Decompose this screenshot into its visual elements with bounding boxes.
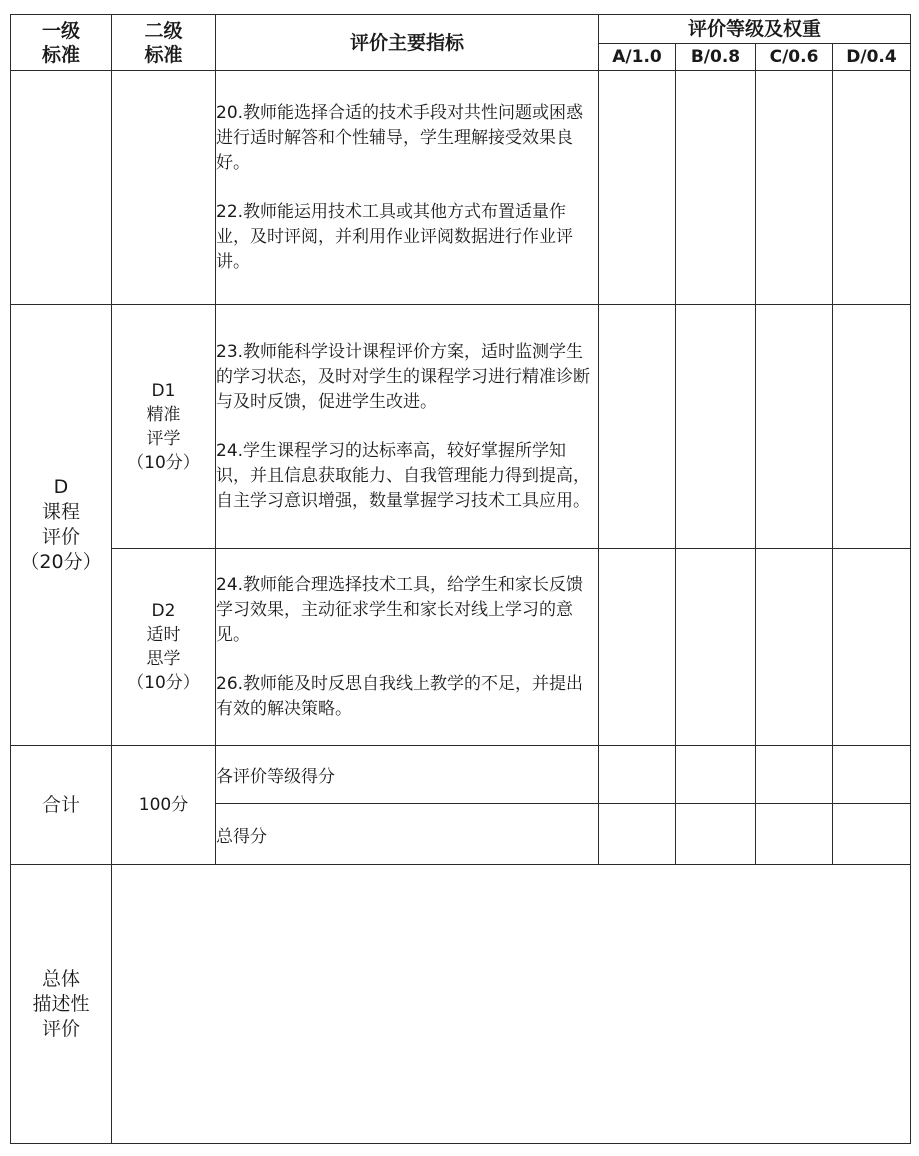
level1-total: 合计 <box>11 746 112 865</box>
grade-score-b[interactable] <box>676 746 756 804</box>
grade-cell-d[interactable] <box>833 549 911 746</box>
total-score-c[interactable] <box>756 804 833 865</box>
total-score-label: 总得分 <box>216 804 599 865</box>
grade-cell-c[interactable] <box>756 305 833 549</box>
table-row <box>11 305 911 549</box>
total-score-b[interactable] <box>676 804 756 865</box>
header-grade-a: A/1.0 <box>599 44 676 71</box>
header-grade-group: 评价等级及权重 <box>599 15 911 44</box>
indicator-cell <box>216 305 599 549</box>
indicator-cell <box>216 549 599 746</box>
table-row <box>11 549 911 746</box>
indicator-20: 20.教师能选择合适的技术手段对共性问题或困惑进行适时解答和个性辅导，学生理解接受效果良好。 <box>216 102 584 173</box>
grade-cell-a[interactable] <box>599 549 676 746</box>
indicator-26: 26.教师能及时反思自我线上教学的不足，并提出有效的解决策略。 <box>216 673 584 719</box>
level1-course-evaluation: D 课程 评价 （20分） <box>11 305 112 746</box>
indicator-cell <box>216 71 599 305</box>
indicator-24-feedback: 24.教师能合理选择技术工具，给学生和家长反馈学习效果，主动征求学生和家长对线上学习的意见。 <box>216 574 584 645</box>
grade-score-a[interactable] <box>599 746 676 804</box>
grade-score-label: 各评价等级得分 <box>216 746 599 804</box>
grade-cell-b[interactable] <box>676 71 756 305</box>
total-score-d[interactable] <box>833 804 911 865</box>
table-row <box>11 71 911 305</box>
grade-score-c[interactable] <box>756 746 833 804</box>
header-level2: 二级 标准 <box>112 15 216 71</box>
grade-cell-d[interactable] <box>833 305 911 549</box>
level1-cell-empty <box>11 71 112 305</box>
grade-cell-b[interactable] <box>676 549 756 746</box>
total-score-a[interactable] <box>599 804 676 865</box>
overall-evaluation-field[interactable] <box>112 865 911 1144</box>
level2-d2: D2 适时 思学 （10分） <box>112 549 216 746</box>
indicator-22: 22.教师能运用技术工具或其他方式布置适量作业，及时评阅，并利用作业评阅数据进行作业评讲。 <box>216 201 573 272</box>
grade-cell-c[interactable] <box>756 71 833 305</box>
header-row-1 <box>11 15 911 44</box>
level2-total-points: 100分 <box>112 746 216 865</box>
grade-score-d[interactable] <box>833 746 911 804</box>
level2-cell-empty <box>112 71 216 305</box>
grade-cell-d[interactable] <box>833 71 911 305</box>
evaluation-table <box>10 14 911 1144</box>
table-row <box>11 746 911 804</box>
header-grade-b: B/0.8 <box>676 44 756 71</box>
header-grade-c: C/0.6 <box>756 44 833 71</box>
header-indicator: 评价主要指标 <box>216 15 599 71</box>
level2-d1: D1 精准 评学 （10分） <box>112 305 216 549</box>
grade-cell-a[interactable] <box>599 71 676 305</box>
grade-cell-b[interactable] <box>676 305 756 549</box>
table-row <box>11 865 911 1144</box>
grade-cell-a[interactable] <box>599 305 676 549</box>
header-level1: 一级 标准 <box>11 15 112 71</box>
grade-cell-c[interactable] <box>756 549 833 746</box>
level1-overall-evaluation: 总体 描述性 评价 <box>11 865 112 1144</box>
header-grade-d: D/0.4 <box>833 44 911 71</box>
indicator-24-learning: 24.学生课程学习的达标率高，较好掌握所学知识，并且信息获取能力、自我管理能力得到提高，自主学习意识增强，数量掌握学习技术工具应用。 <box>216 440 590 511</box>
indicator-23: 23.教师能科学设计课程评价方案，适时监测学生的学习状态，及时对学生的课程学习进行精准诊断与及时反馈，促进学生改进。 <box>216 341 590 412</box>
